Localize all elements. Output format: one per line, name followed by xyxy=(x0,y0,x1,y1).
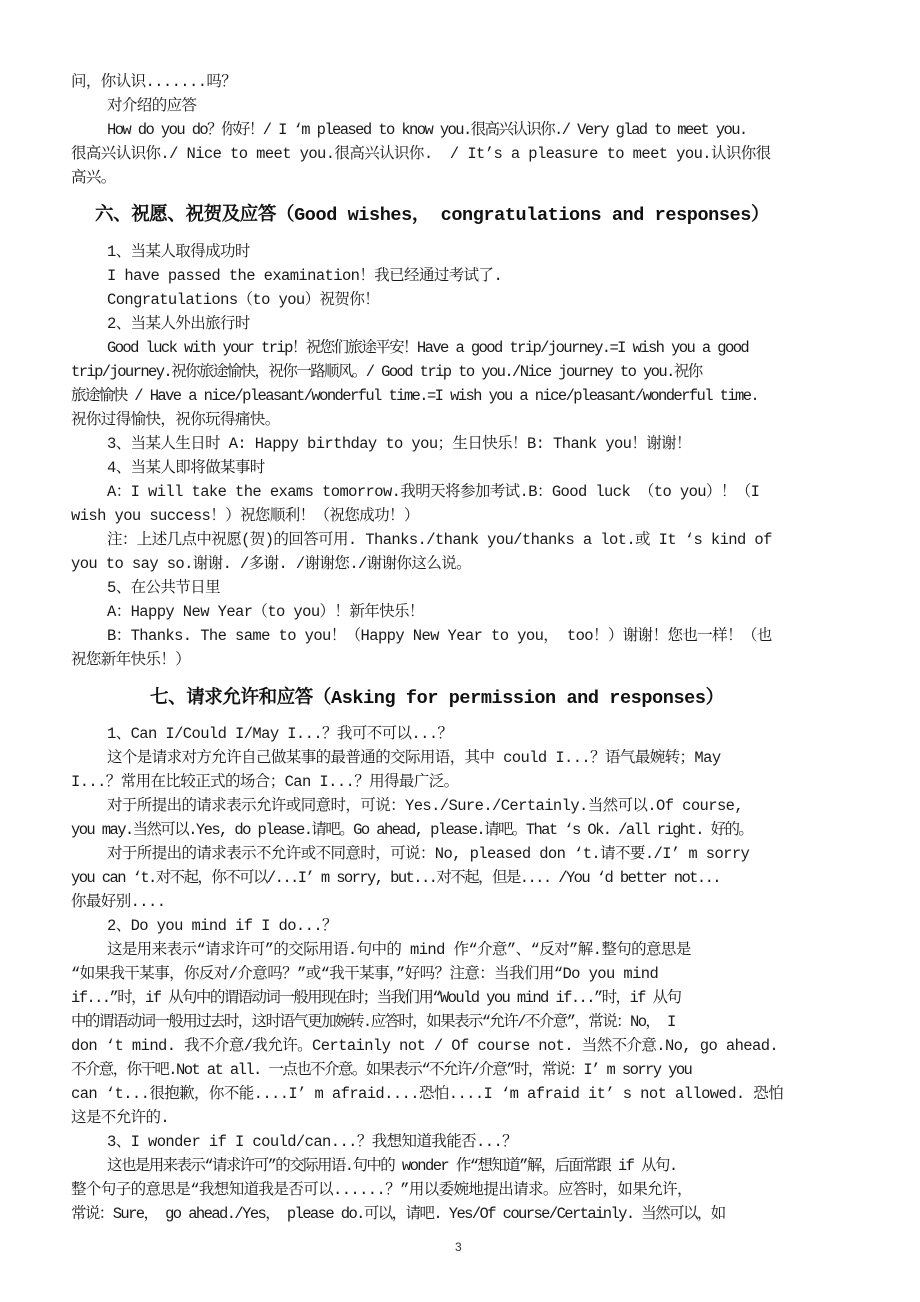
section7-line: 对于所提出的请求表示允许或同意时，可说：Yes./Sure./Certainly.当然可以.Of course, xyxy=(107,797,744,815)
section6-line: Congratulations（to you）祝贺你！ xyxy=(107,291,380,309)
section6-line: you to say so.谢谢. /多谢. /谢谢您./谢谢你这么说。 xyxy=(71,555,472,573)
paragraph-line: 很高兴认识你./ Nice to meet you.很高兴认识你. / It’s a pleasure to meet you.认识你很 xyxy=(71,145,771,163)
section7-line: if...”时，if 从句中的谓语动词一般用现在时；当我们用“Would you mind if...”时，if 从句 xyxy=(71,989,681,1007)
section6-line: 祝你过得愉快，祝你玩得痛快。 xyxy=(71,411,280,429)
section7-line: “如果我干某事，你反对/介意吗？”或“我干某事，”好吗？注意：当我们用“Do you mind xyxy=(71,965,659,983)
section7-line: 1、Can I/Could I/May I...？我可不可以...？ xyxy=(107,725,453,743)
section7-line: 这是不允许的. xyxy=(71,1109,170,1127)
section6-line: trip/journey.祝你旅途愉快，祝你一路顺风。/ Good trip to you./Nice journey to you.祝你 xyxy=(71,363,702,381)
section7-line: don ‘t mind. 我不介意/我允许。Certainly not / Of course not. 当然不介意.No, go ahead. xyxy=(71,1037,779,1055)
section6-line: A：Happy New Year（to you）！新年快乐！ xyxy=(107,603,424,621)
section7-line: can ‘t...很抱歉，你不能....I’ m afraid....恐怕....I ‘m afraid it’ s not allowed. 恐怕 xyxy=(71,1085,784,1103)
section6-line: 旅途愉快 / Have a nice/pleasant/wonderful time.=I wish you a nice/pleasant/wonderful time. xyxy=(71,387,759,405)
section7-line: 这是用来表示“请求许可”的交际用语.句中的 mind 作“介意”、“反对”解.整句的意思是 xyxy=(107,941,691,959)
paragraph-line: 对介绍的应答 xyxy=(107,97,197,115)
paragraph-line: 问，你认识.......吗？ xyxy=(71,73,237,91)
section7-line: you can ‘t.对不起，你不可以/...I’ m sorry, but...对不起，但是.... /You ‘d better not... xyxy=(71,869,720,887)
section7-line: you may.当然可以.Yes, do please.请吧。Go ahead, please.请吧。That ‘s Ok. /all right. 好的。 xyxy=(71,821,753,839)
paragraph-line: 高兴。 xyxy=(71,169,116,187)
section7-line: 你最好别.... xyxy=(71,893,166,911)
section6-line: 2、当某人外出旅行时 xyxy=(107,315,250,333)
section-heading-asking-permission: 七、请求允许和应答（Asking for permission and responses） xyxy=(150,688,724,709)
section6-line: Good luck with your trip！祝您们旅途平安！Have a good trip/journey.=I wish you a good xyxy=(107,339,749,357)
section6-line: 3、当某人生日时 A: Happy birthday to you；生日快乐！B: Thank you！谢谢！ xyxy=(107,435,691,453)
section6-line: I have passed the examination！我已经通过考试了. xyxy=(107,267,503,285)
section6-line: 1、当某人取得成功时 xyxy=(107,243,250,261)
section6-line: wish you success！）祝您顺利！（祝您成功！） xyxy=(71,507,419,525)
section7-line: 这个是请求对方允许自己做某事的最普通的交际用语，其中 could I...？语气最婉转；May xyxy=(107,749,721,767)
section6-line: 5、在公共节日里 xyxy=(107,579,221,597)
section7-line: 常说：Sure， go ahead./Yes， please do.可以，请吧. Yes/Of course/Certainly. 当然可以，如 xyxy=(71,1205,725,1223)
paragraph-line: How do you do？你好！/ I ‘m pleased to know you.很高兴认识你./ Very glad to meet you. xyxy=(107,121,747,139)
section6-line: A：I will take the exams tomorrow.我明天将参加考试.B：Good luck （to you）！（I xyxy=(107,483,760,501)
section-heading-good-wishes: 六、祝愿、祝贺及应答（Good wishes， congratulations and responses） xyxy=(95,205,770,226)
section7-line: 整个句子的意思是“我想知道我是否可以......？”用以委婉地提出请求。应答时，如果允许， xyxy=(71,1181,692,1199)
section6-line: 祝您新年快乐！） xyxy=(71,651,191,669)
section7-line: I...？常用在比较正式的场合；Can I...？用得最广泛。 xyxy=(71,773,459,791)
section6-line: 4、当某人即将做某事时 xyxy=(107,459,265,477)
section7-line: 3、I wonder if I could/can...？我想知道我能否...？ xyxy=(107,1133,518,1151)
section6-line: B：Thanks. The same to you！（Happy New Year to you， too！）谢谢！您也一样！（也 xyxy=(107,627,772,645)
page-number: 3 xyxy=(455,1240,462,1254)
section7-line: 2、Do you mind if I do...？ xyxy=(107,917,337,935)
section7-line: 对于所提出的请求表示不允许或不同意时，可说：No, pleased don ‘t.请不要./I’ m sorry xyxy=(107,845,750,863)
section7-line: 中的谓语动词一般用过去时，这时语气更加婉转.应答时，如果表示“允许/不介意”，常说：No， I xyxy=(71,1013,675,1031)
section6-line: 注：上述几点中祝愿(贺)的回答可用. Thanks./thank you/thanks a lot.或 It ‘s kind of xyxy=(107,531,772,549)
section7-line: 这也是用来表示“请求许可”的交际用语.句中的 wonder 作“想知道”解，后面常跟 if 从句. xyxy=(107,1157,677,1175)
section7-line: 不介意，你干吧.Not at all. 一点也不介意。如果表示“不允许/介意”时，常说：I’ m sorry you xyxy=(71,1061,692,1079)
